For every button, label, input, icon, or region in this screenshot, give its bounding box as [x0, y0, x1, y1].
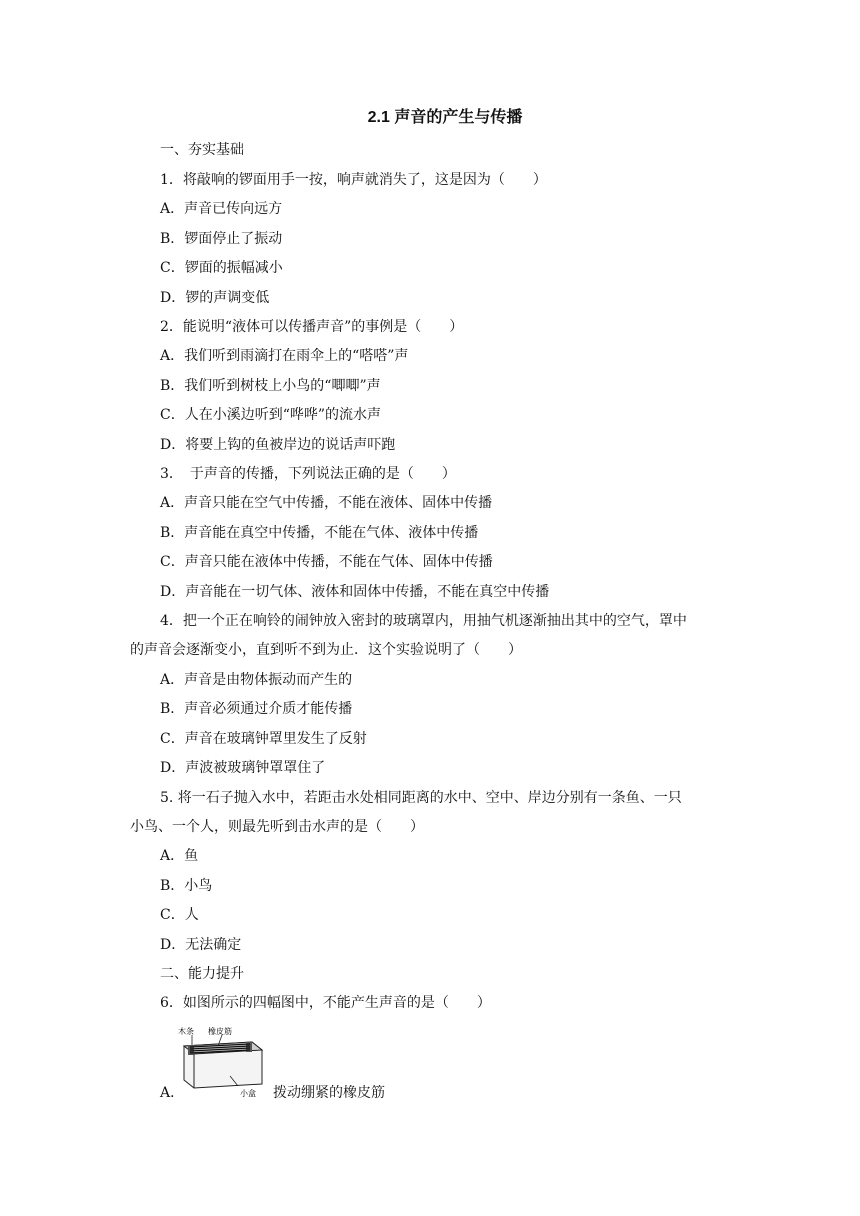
question-5-option-b: B．小鸟: [160, 878, 213, 894]
label-small-box: 小盒: [240, 1089, 256, 1098]
question-6-option-a-caption: 拨动绷紧的橡皮筋: [273, 1085, 385, 1101]
question-3-option-b: B．声音能在真空中传播，不能在气体、液体中传播: [160, 525, 479, 541]
section-heading-advanced: 二、能力提升: [160, 966, 244, 982]
question-3-option-a: A．声音只能在空气中传播，不能在液体、固体中传播: [160, 495, 493, 511]
question-5-stem-line-1: 5. 将一石子抛入水中，若距击水处相同距离的水中、空中、岸边分别有一条鱼、一只: [160, 790, 682, 806]
question-4-stem-line-1: 4．把一个正在响铃的闹钟放入密封的玻璃罩内，用抽气机逐渐抽出其中的空气，罩中: [160, 613, 687, 629]
question-4-option-d: D．声波被玻璃钟罩罩住了: [160, 760, 326, 776]
question-6-option-a-label: A．: [160, 1085, 185, 1101]
rubber-band-box-illustration: [178, 1026, 264, 1098]
question-1-stem: 1．将敲响的锣面用手一按，响声就消失了，这是因为（ ）: [160, 172, 547, 188]
question-6-stem: 6．如图所示的四幅图中，不能产生声音的是（ ）: [160, 995, 491, 1011]
question-2-option-a: A．我们听到雨滴打在雨伞上的“嗒嗒”声: [160, 348, 409, 364]
question-2-option-d: D．将要上钩的鱼被岸边的说话声吓跑: [160, 437, 396, 453]
question-3-option-c: C．声音只能在液体中传播，不能在气体、固体中传播: [160, 554, 493, 570]
question-4-option-a: A．声音是由物体振动而产生的: [160, 672, 353, 688]
question-3-option-d: D．声音能在一切气体、液体和固体中传播，不能在真空中传播: [160, 584, 550, 600]
question-5-option-c: C．人: [160, 907, 199, 923]
question-4-option-b: B．声音必须通过介质才能传播: [160, 701, 353, 717]
question-4-option-c: C．声音在玻璃钟罩里发生了反射: [160, 731, 367, 747]
page-title: 2.1 声音的产生与传播: [367, 109, 523, 126]
question-2-option-c: C．人在小溪边听到“哗哗”的流水声: [160, 407, 382, 423]
label-wood-bar: 木条: [178, 1027, 194, 1036]
question-5-stem-line-2: 小鸟、一个人，则最先听到击水声的是（ ）: [130, 819, 424, 835]
question-1-option-c: C．锣面的振幅减小: [160, 260, 283, 276]
label-rubber-band: 橡皮筋: [208, 1027, 232, 1036]
question-2-option-b: B．我们听到树枝上小鸟的“唧唧”声: [160, 378, 381, 394]
question-2-stem: 2．能说明“液体可以传播声音”的事例是（ ）: [160, 319, 464, 335]
question-1-option-b: B．锣面停止了振动: [160, 231, 283, 247]
question-1-option-a: A．声音已传向远方: [160, 201, 283, 217]
question-1-option-d: D．锣的声调变低: [160, 290, 270, 306]
question-5-option-a: A．鱼: [160, 848, 199, 864]
rubber-band-box-figure: [178, 1026, 264, 1098]
question-5-option-d: D．无法确定: [160, 937, 242, 953]
question-4-stem-line-2: 的声音会逐渐变小，直到听不到为止．这个实验说明了（ ）: [130, 642, 522, 658]
question-3-stem: 3． 于声音的传播，下列说法正确的是（ ）: [160, 466, 456, 482]
section-heading-basics: 一、夯实基础: [160, 142, 244, 158]
